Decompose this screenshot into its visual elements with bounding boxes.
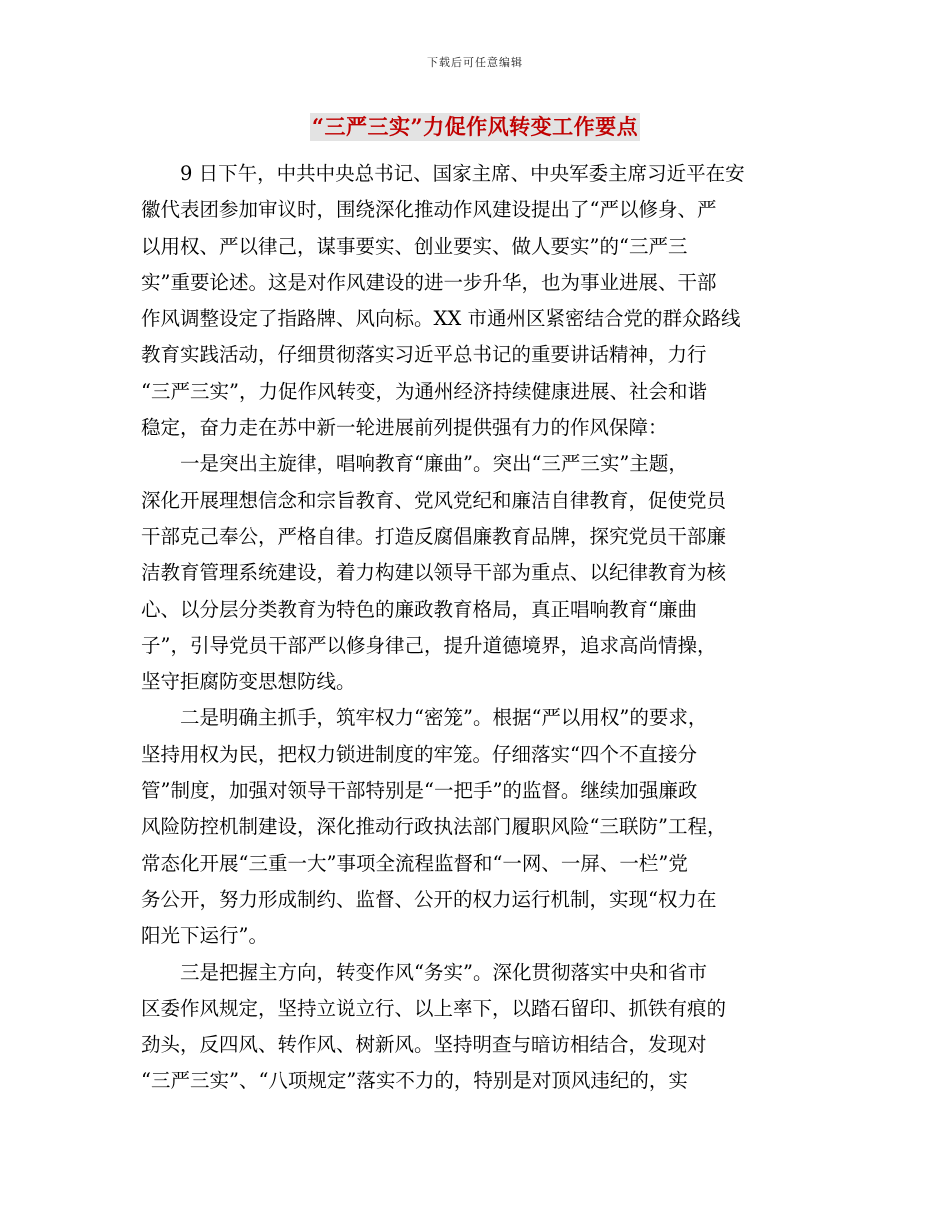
- paragraph-line: 心、以分层分类教育为特色的廉政教育格局，真正唱响教育“廉曲: [141, 597, 697, 621]
- paragraph-line: 教育实践活动，仔细贯彻落实习近平总书记的重要讲话精神，力行: [141, 343, 707, 367]
- paragraph-line: 干部克己奉公，严格自律。打造反腐倡廉教育品牌，探究党员干部廉: [141, 524, 727, 548]
- paragraph: [141, 446, 811, 700]
- paragraph-line: 洁教育管理系统建设，着力构建以领导干部为重点、以纪律教育为核: [141, 561, 727, 585]
- paragraph-line: 子”，引导党员干部严以修身律己，提升道德境界，追求高尚情操，: [141, 633, 717, 657]
- paragraph-line: 9 日下午，中共中央总书记、国家主席、中央军委主席习近平在安: [141, 162, 745, 185]
- paragraph-line: 一是突出主旋律，唱响教育“廉曲”。突出“三严三实”主题，: [141, 452, 688, 476]
- title-container: [0, 113, 950, 141]
- document-title: “三严三实”力促作风转变工作要点: [311, 114, 639, 139]
- paragraph-line: 实”重要论述。这是对作风建设的进一步升华，也为事业进展、干部: [141, 270, 717, 294]
- paragraph-line: “三严三实”、“八项规定”落实不力的，特别是对顶风违纪的，实: [141, 1069, 688, 1093]
- paragraph-line: 务公开，努力形成制约、监督、公开的权力运行机制，实现“权力在: [141, 887, 717, 911]
- paragraph-line: 三是把握主方向，转变作风“务实”。深化贯彻落实中央和省市: [141, 960, 707, 984]
- paragraph-line: 二是明确主抓手，筑牢权力“密笼”。根据“严以用权”的要求，: [141, 706, 708, 730]
- paragraph-line: 坚持用权为民，把权力锁进制度的牢笼。仔细落实“四个不直接分: [141, 742, 697, 766]
- paragraph-line: “三严三实”，力促作风转变，为通州经济持续健康进展、社会和谐: [141, 379, 707, 403]
- paragraph-line: 作风调整设定了指路牌、风向标。XX 市通州区紧密结合党的群众路线: [141, 307, 741, 331]
- paragraph-line: 坚守拒腐防变思想防线。: [141, 670, 356, 694]
- paragraph-line: 区委作风规定，坚持立说立行、以上率下，以踏石留印、抓铁有痕的: [141, 996, 727, 1020]
- paragraph-line: 阳光下运行”。: [141, 924, 268, 948]
- header-note: 下载后可任意编辑: [427, 56, 523, 69]
- paragraph-line: 风险防控机制建设，深化推动行政执法部门履职风险“三联防”工程，: [141, 815, 727, 839]
- paragraph-line: 徽代表团参加审议时，围绕深化推动作风建设提出了“严以修身、严: [141, 198, 717, 222]
- document-body: [141, 156, 811, 1100]
- paragraph-line: 管”制度，加强对领导干部特别是“一把手”的监督。继续加强廉政: [141, 779, 698, 803]
- paragraph: [141, 955, 811, 1100]
- paragraph-line: 深化开展理想信念和宗旨教育、党风党纪和廉洁自律教育，促使党员: [141, 488, 727, 512]
- paragraph-line: 劲头，反四风、转作风、树新风。坚持明查与暗访相结合，发现对: [141, 1033, 707, 1057]
- paragraph-line: 稳定，奋力走在苏中新一轮进展前列提供强有力的作风保障：: [141, 416, 668, 440]
- paragraph: [141, 156, 811, 446]
- paragraph-line: 常态化开展“三重一大”事项全流程监督和“一网、一屏、一栏”党: [141, 851, 688, 875]
- paragraph-line: 以用权、严以律己，谋事要实、创业要实、做人要实”的“三严三: [141, 234, 688, 258]
- paragraph: [141, 700, 811, 954]
